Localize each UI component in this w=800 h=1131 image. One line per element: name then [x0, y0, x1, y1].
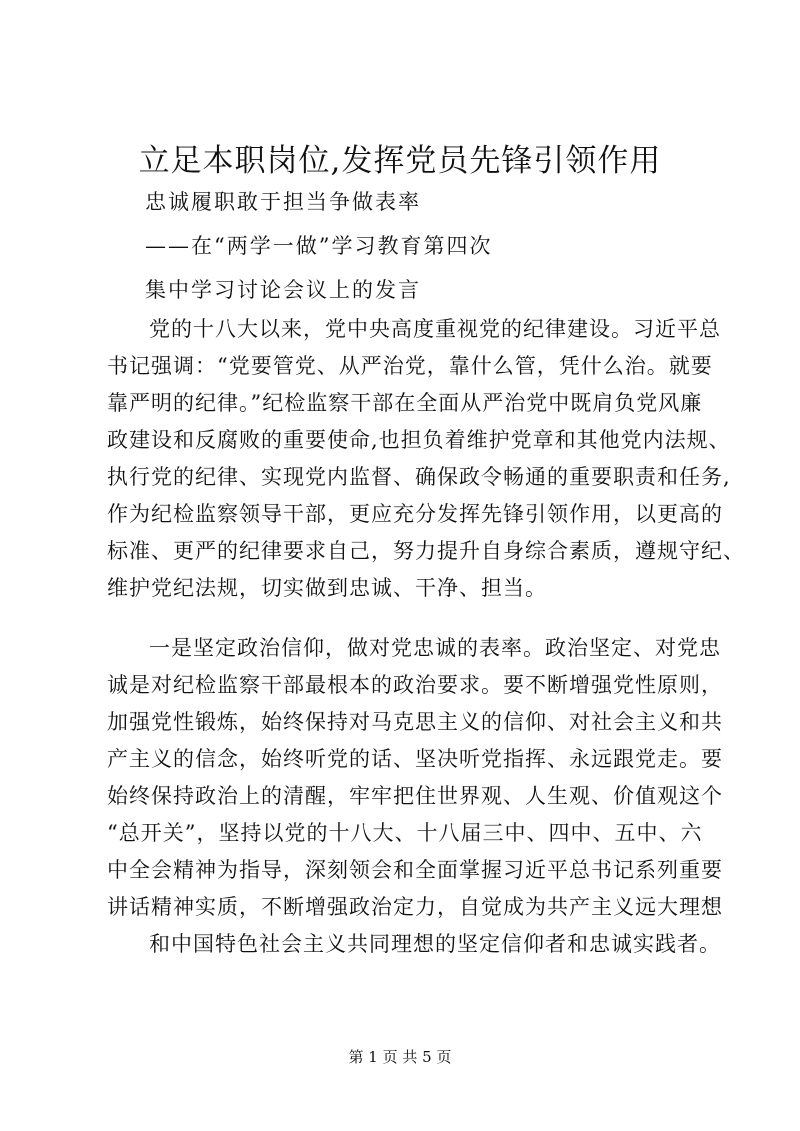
subtitle-line-2: ——在“两学一做”学习教育第四次: [145, 234, 493, 258]
paragraph-line: 加强党性锻炼，始终保持对马克思主义的信仰、对社会主义和共: [107, 710, 723, 734]
subtitle-line-3: 集中学习讨论会议上的发言: [145, 278, 421, 302]
subtitle-line-1: 忠诚履职敢于担当争做表率: [145, 190, 421, 214]
page-footer: 第 1 页 共 5 页: [348, 1048, 452, 1066]
paragraph-line: 一是坚定政治信仰，做对党忠诚的表率。政治坚定、对党忠: [149, 636, 721, 660]
paragraph-line: 标准、更严的纪律要求自己，努力提升自身综合素质，遵规守纪、: [107, 539, 745, 563]
paragraph-line: 靠严明的纪律。”纪检监察干部在全面从严治党中既肩负党风廉: [107, 391, 703, 415]
paragraph-line: 讲话精神实质，不断增强政治定力，自觉成为共产主义远大理想: [107, 895, 723, 919]
paragraph-line: 中全会精神为指导，深刻领会和全面掌握习近平总书记系列重要: [107, 858, 723, 882]
paragraph-line: 产主义的信念，始终听党的话、坚决听党指挥、永远跟党走。要: [107, 747, 723, 771]
paragraph-1: [107, 311, 745, 607]
paragraph-line: 政建设和反腐败的重要使命,也担负着维护党章和其他党内法规、: [107, 428, 731, 452]
paragraph-line: 始终保持政治上的清醒，牢牢把住世界观、人生观、价值观这个: [107, 784, 723, 808]
paragraph-line: 执行党的纪律、实现党内监督、确保政令畅通的重要职责和任务,: [107, 465, 731, 489]
paragraph-line: 和中国特色社会主义共同理想的坚定信仰者和忠诚实践者。: [149, 932, 721, 956]
paragraph-line: 诚是对纪检监察干部最根本的政治要求。要不断增强党性原则，: [107, 673, 723, 697]
paragraph-line: 维护党纪法规，切实做到忠诚、干净、担当。: [107, 576, 547, 600]
paragraph-line: 作为纪检监察领导干部，更应充分发挥先锋引领作用，以更高的: [107, 502, 723, 526]
document-title: 立足本职岗位,发挥党员先锋引领作用: [138, 143, 662, 179]
paragraph-2: [107, 630, 723, 963]
paragraph-line: 党的十八大以来，党中央高度重视党的纪律建设。习近平总: [149, 317, 721, 341]
paragraph-line: “总开关”，坚持以党的十八大、十八届三中、四中、五中、六: [107, 821, 703, 845]
paragraph-line: 书记强调：“党要管党、从严治党，靠什么管，凭什么治。就要: [107, 354, 713, 378]
